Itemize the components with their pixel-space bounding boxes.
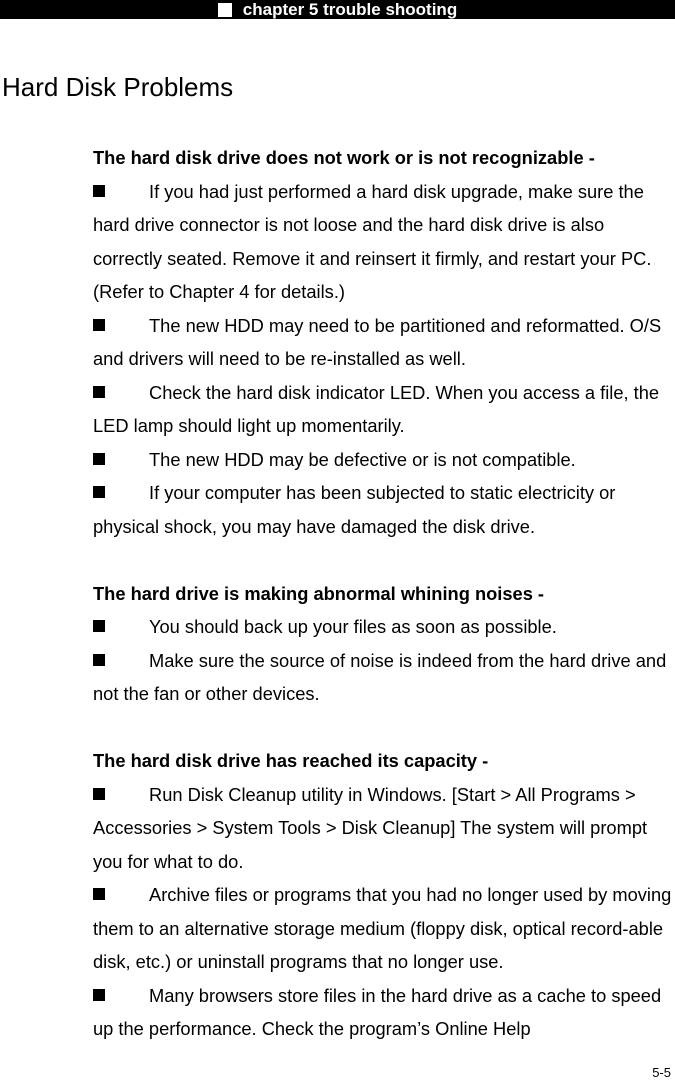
list-item-text: The new HDD may be defective or is not compatible. <box>149 448 576 470</box>
list-item-text: If you had just performed a hard disk upgrade, make sure the hard drive connector is not loose and the hard disk drive is also correctly seated. Remove it and reinsert it firmly, and restart your PC. (Refer to Chapter 4 for details.) <box>93 180 652 302</box>
chapter-header-text: chapter 5 trouble shooting <box>242 0 458 19</box>
list-item-text: If your computer has been subjected to static electricity or physical shock, you may have damaged the disk drive. <box>93 482 616 537</box>
list-item <box>93 778 675 879</box>
list-item <box>93 476 675 543</box>
content-body <box>93 141 675 1046</box>
square-bullet-icon <box>93 888 105 900</box>
square-bullet-icon <box>93 989 105 1001</box>
section-heading: The hard disk drive does not work or is not recognizable - <box>93 147 595 168</box>
square-bullet-icon <box>93 386 105 398</box>
list-item-text: The new HDD may need to be partitioned and reformatted. O/S and drivers will need to be re-installed as well. <box>93 314 662 369</box>
section-heading: The hard disk drive has reached its capacity - <box>93 750 489 771</box>
square-bullet-icon <box>93 453 105 465</box>
square-bullet-icon <box>218 3 232 17</box>
square-bullet-icon <box>93 185 105 197</box>
square-bullet-icon <box>93 620 105 632</box>
list-item <box>93 309 675 376</box>
square-bullet-icon <box>93 319 105 331</box>
list-item <box>93 610 675 644</box>
square-bullet-icon <box>93 654 105 666</box>
list-item-text: Check the hard disk indicator LED. When you access a file, the LED lamp should light up momentarily. <box>93 381 660 436</box>
page-number: 5-5 <box>652 1065 671 1080</box>
list-item-text: Make sure the source of noise is indeed from the hard drive and not the fan or other devices. <box>93 649 667 704</box>
list-item-text: You should back up your files as soon as possible. <box>149 616 557 637</box>
list-item <box>93 175 675 309</box>
list-item <box>93 443 675 477</box>
list-item-text: Run Disk Cleanup utility in Windows. [Start > All Programs > Accessories > System Tools > Disk Cleanup] The system will prompt you for what to do. <box>93 783 648 872</box>
list-item <box>93 644 675 711</box>
list-item-text: Many browsers store files in the hard drive as a cache to speed up the performance. Check the program’s Online Help <box>93 984 662 1039</box>
list-item <box>93 979 675 1046</box>
section-spacer <box>93 711 675 745</box>
page-title: Hard Disk Problems <box>2 72 234 102</box>
list-item <box>93 376 675 443</box>
square-bullet-icon <box>93 788 105 800</box>
list-item <box>93 878 675 979</box>
section-spacer <box>93 543 675 577</box>
square-bullet-icon <box>93 486 105 498</box>
chapter-header-bar <box>0 0 675 19</box>
section-heading: The hard drive is making abnormal whining noises - <box>93 582 545 604</box>
list-item-text: Archive files or programs that you had no longer used by moving them to an alternative storage medium (floppy disk, optical record-able disk, etc.) or uninstall programs that no longer use. <box>93 884 672 972</box>
